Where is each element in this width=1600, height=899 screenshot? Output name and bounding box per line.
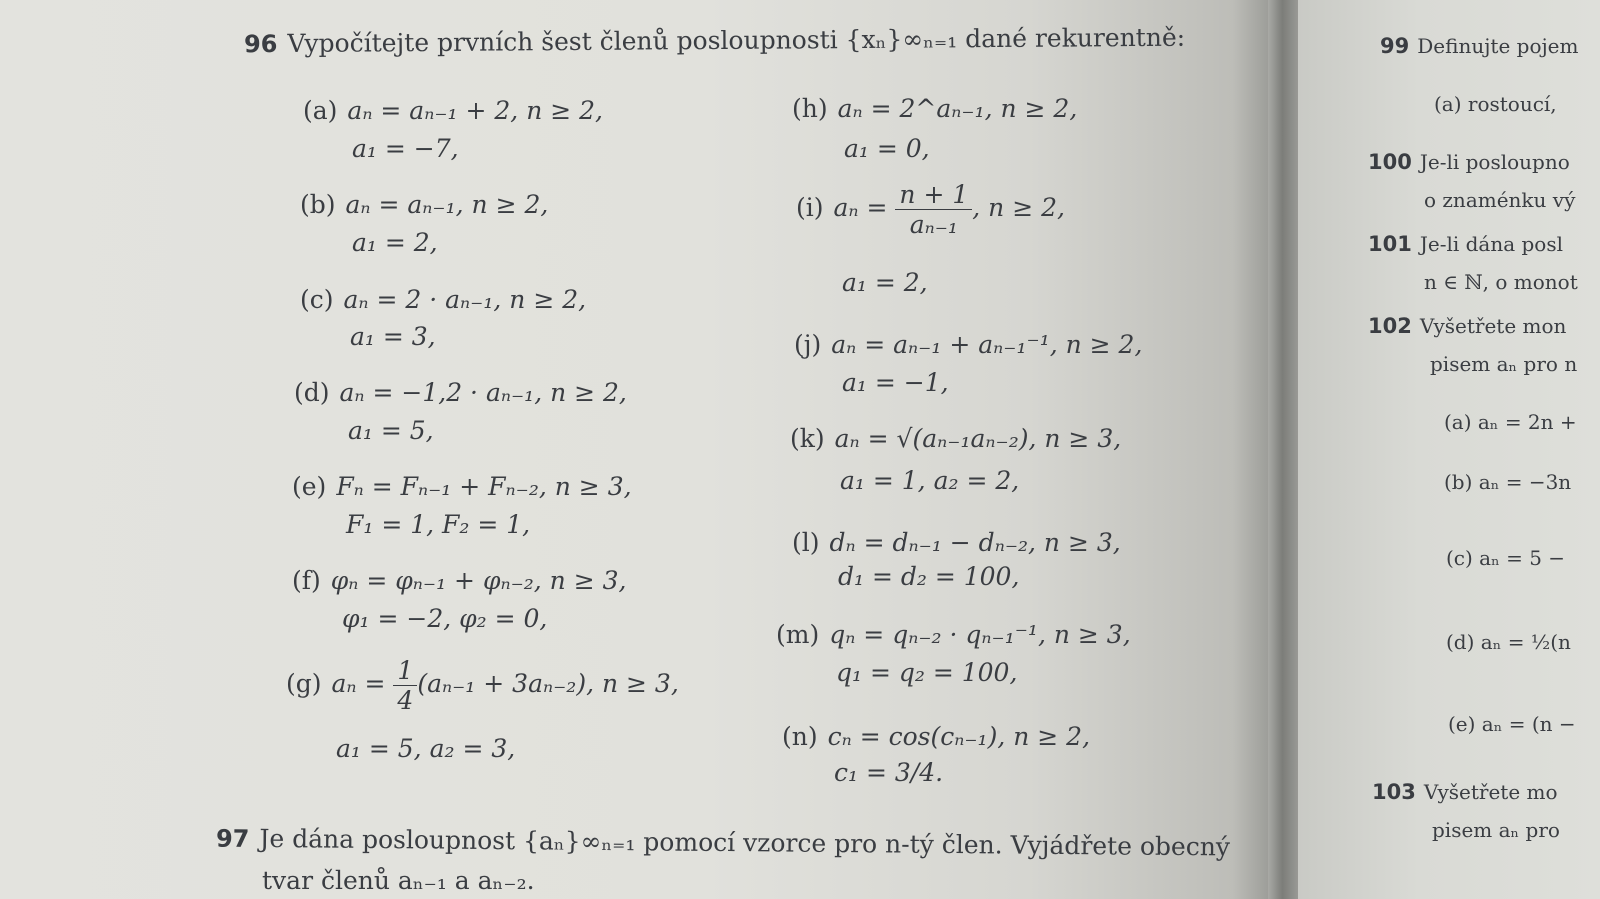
item-b [300,190,548,219]
fraction [895,180,972,239]
item-j-initial: a₁ = −1, [842,368,949,397]
exercise-100-line2: o znaménku vý [1424,188,1576,212]
item-g [286,656,679,715]
item-formula: aₙ = √(aₙ₋₁aₙ₋₂), n ≥ 3, [834,424,1122,453]
item-h [792,94,1077,123]
item-d-initial: a₁ = 5, [348,416,434,445]
item-formula: aₙ = 2 · aₙ₋₁, n ≥ 2, [343,285,587,314]
exercise-102 [1368,314,1566,338]
item-label: (h) [792,94,828,123]
item-formula: dₙ = dₙ₋₁ − dₙ₋₂, n ≥ 3, [829,528,1121,557]
item-formula: Fₙ = Fₙ₋₁ + Fₙ₋₂, n ≥ 3, [336,472,632,501]
exercise-number: 97 [215,824,250,853]
item-formula: cₙ = cos(cₙ₋₁), n ≥ 2, [827,722,1091,751]
fraction [393,656,417,715]
exercise-103 [1372,780,1558,804]
item-e [292,472,632,501]
exercise-102-item-c: (c) aₙ = 5 − [1446,546,1566,570]
item-a [303,96,603,125]
item-l-initial: d₁ = d₂ = 100, [838,562,1020,591]
item-h-initial: a₁ = 0, [844,134,930,163]
exercise-text: Definujte pojem [1417,34,1579,58]
item-d [294,378,627,407]
item-f-initial: φ₁ = −2, φ₂ = 0, [342,604,548,633]
item-formula: qₙ = qₙ₋₂ · qₙ₋₁⁻¹, n ≥ 3, [829,620,1131,649]
item-rhs: , n ≥ 2, [972,193,1065,222]
item-label: (b) [300,190,336,219]
exercise-number: 99 [1380,34,1410,58]
item-formula: aₙ = aₙ₋₁ + aₙ₋₁⁻¹, n ≥ 2, [831,330,1143,359]
exercise-101-line2: n ∈ ℕ, o monot [1424,270,1578,294]
item-f [292,566,626,595]
item-l [792,528,1121,557]
exercise-97-line2: tvar členů aₙ₋₁ a aₙ₋₂. [262,866,535,895]
exercise-text: Vypočítejte prvních šest členů posloupnosti {xₙ}∞ₙ₌₁ dané rekurentně: [287,22,1186,58]
exercise-text: Je-li posloupno [1419,150,1570,174]
exercise-101 [1368,232,1563,256]
exercise-number: 96 [243,30,278,59]
item-label: (d) [294,378,330,407]
exercise-number: 100 [1368,150,1412,174]
item-label: (a) [303,96,338,125]
item-i-initial: a₁ = 2, [842,268,928,297]
item-m [776,620,1131,649]
item-formula: aₙ = −1,2 · aₙ₋₁, n ≥ 2, [339,378,627,407]
item-j [794,330,1142,359]
item-a-initial: a₁ = −7, [352,134,459,163]
item-b-initial: a₁ = 2, [352,228,438,257]
item-label: (n) [782,722,818,751]
exercise-text: Je-li dána posl [1419,232,1563,256]
item-label: (l) [792,528,820,557]
book-gutter [1268,0,1300,899]
item-c-initial: a₁ = 3, [350,322,436,351]
exercise-number: 103 [1372,780,1416,804]
item-e-initial: F₁ = 1, F₂ = 1, [346,510,531,539]
item-lhs: aₙ = [833,193,888,222]
right-page [1298,0,1600,899]
item-formula: aₙ = 2^aₙ₋₁, n ≥ 2, [837,94,1078,123]
item-label: (i) [796,193,824,222]
item-k [790,424,1121,453]
item-formula: aₙ = aₙ₋₁ + 2, n ≥ 2, [347,96,603,125]
item-label: (k) [790,424,825,453]
fraction-numerator: 1 [393,656,417,686]
item-formula: φₙ = φₙ₋₁ + φₙ₋₂, n ≥ 3, [330,566,627,595]
item-label: (m) [776,620,820,649]
item-k-initial: a₁ = 1, a₂ = 2, [840,466,1020,495]
exercise-99 [1380,34,1578,58]
item-rhs: (aₙ₋₁ + 3aₙ₋₂), n ≥ 3, [417,669,679,698]
exercise-number: 101 [1368,232,1412,256]
item-n [782,722,1090,751]
exercise-text: Je dána posloupnost {aₙ}∞ₙ₌₁ pomocí vzorce pro n-tý člen. Vyjádřete obecný [259,823,1231,862]
exercise-102-item-b: (b) aₙ = −3n [1444,470,1572,494]
exercise-text: Vyšetřete mo [1423,780,1558,804]
exercise-103-line2: pisem aₙ pro [1432,818,1560,842]
exercise-number: 102 [1368,314,1412,338]
item-m-initial: q₁ = q₂ = 100, [836,658,1018,687]
item-n-initial: c₁ = 3/4. [834,758,944,787]
exercise-99-item-a: (a) rostoucí, [1434,92,1557,116]
item-label: (g) [286,669,322,698]
item-formula: aₙ = aₙ₋₁, n ≥ 2, [345,190,549,219]
item-label: (j) [794,330,822,359]
item-i [796,180,1065,239]
exercise-102-item-d: (d) aₙ = ½(n [1446,630,1571,654]
item-label: (c) [300,285,334,314]
item-label: (f) [292,566,321,595]
exercise-102-item-a: (a) aₙ = 2n + [1444,410,1577,434]
fraction-denominator: 4 [397,686,414,715]
item-c [300,285,586,314]
exercise-100 [1368,150,1570,174]
item-g-initial: a₁ = 5, a₂ = 3, [336,734,516,763]
item-label: (e) [292,472,327,501]
exercise-102-item-e: (e) aₙ = (n − [1448,712,1576,736]
fraction-denominator: aₙ₋₁ [909,210,958,239]
exercise-text: Vyšetřete mon [1419,314,1567,338]
exercise-102-line2: pisem aₙ pro n [1430,352,1578,376]
fraction-numerator: n + 1 [895,180,972,210]
item-lhs: aₙ = [331,669,386,698]
